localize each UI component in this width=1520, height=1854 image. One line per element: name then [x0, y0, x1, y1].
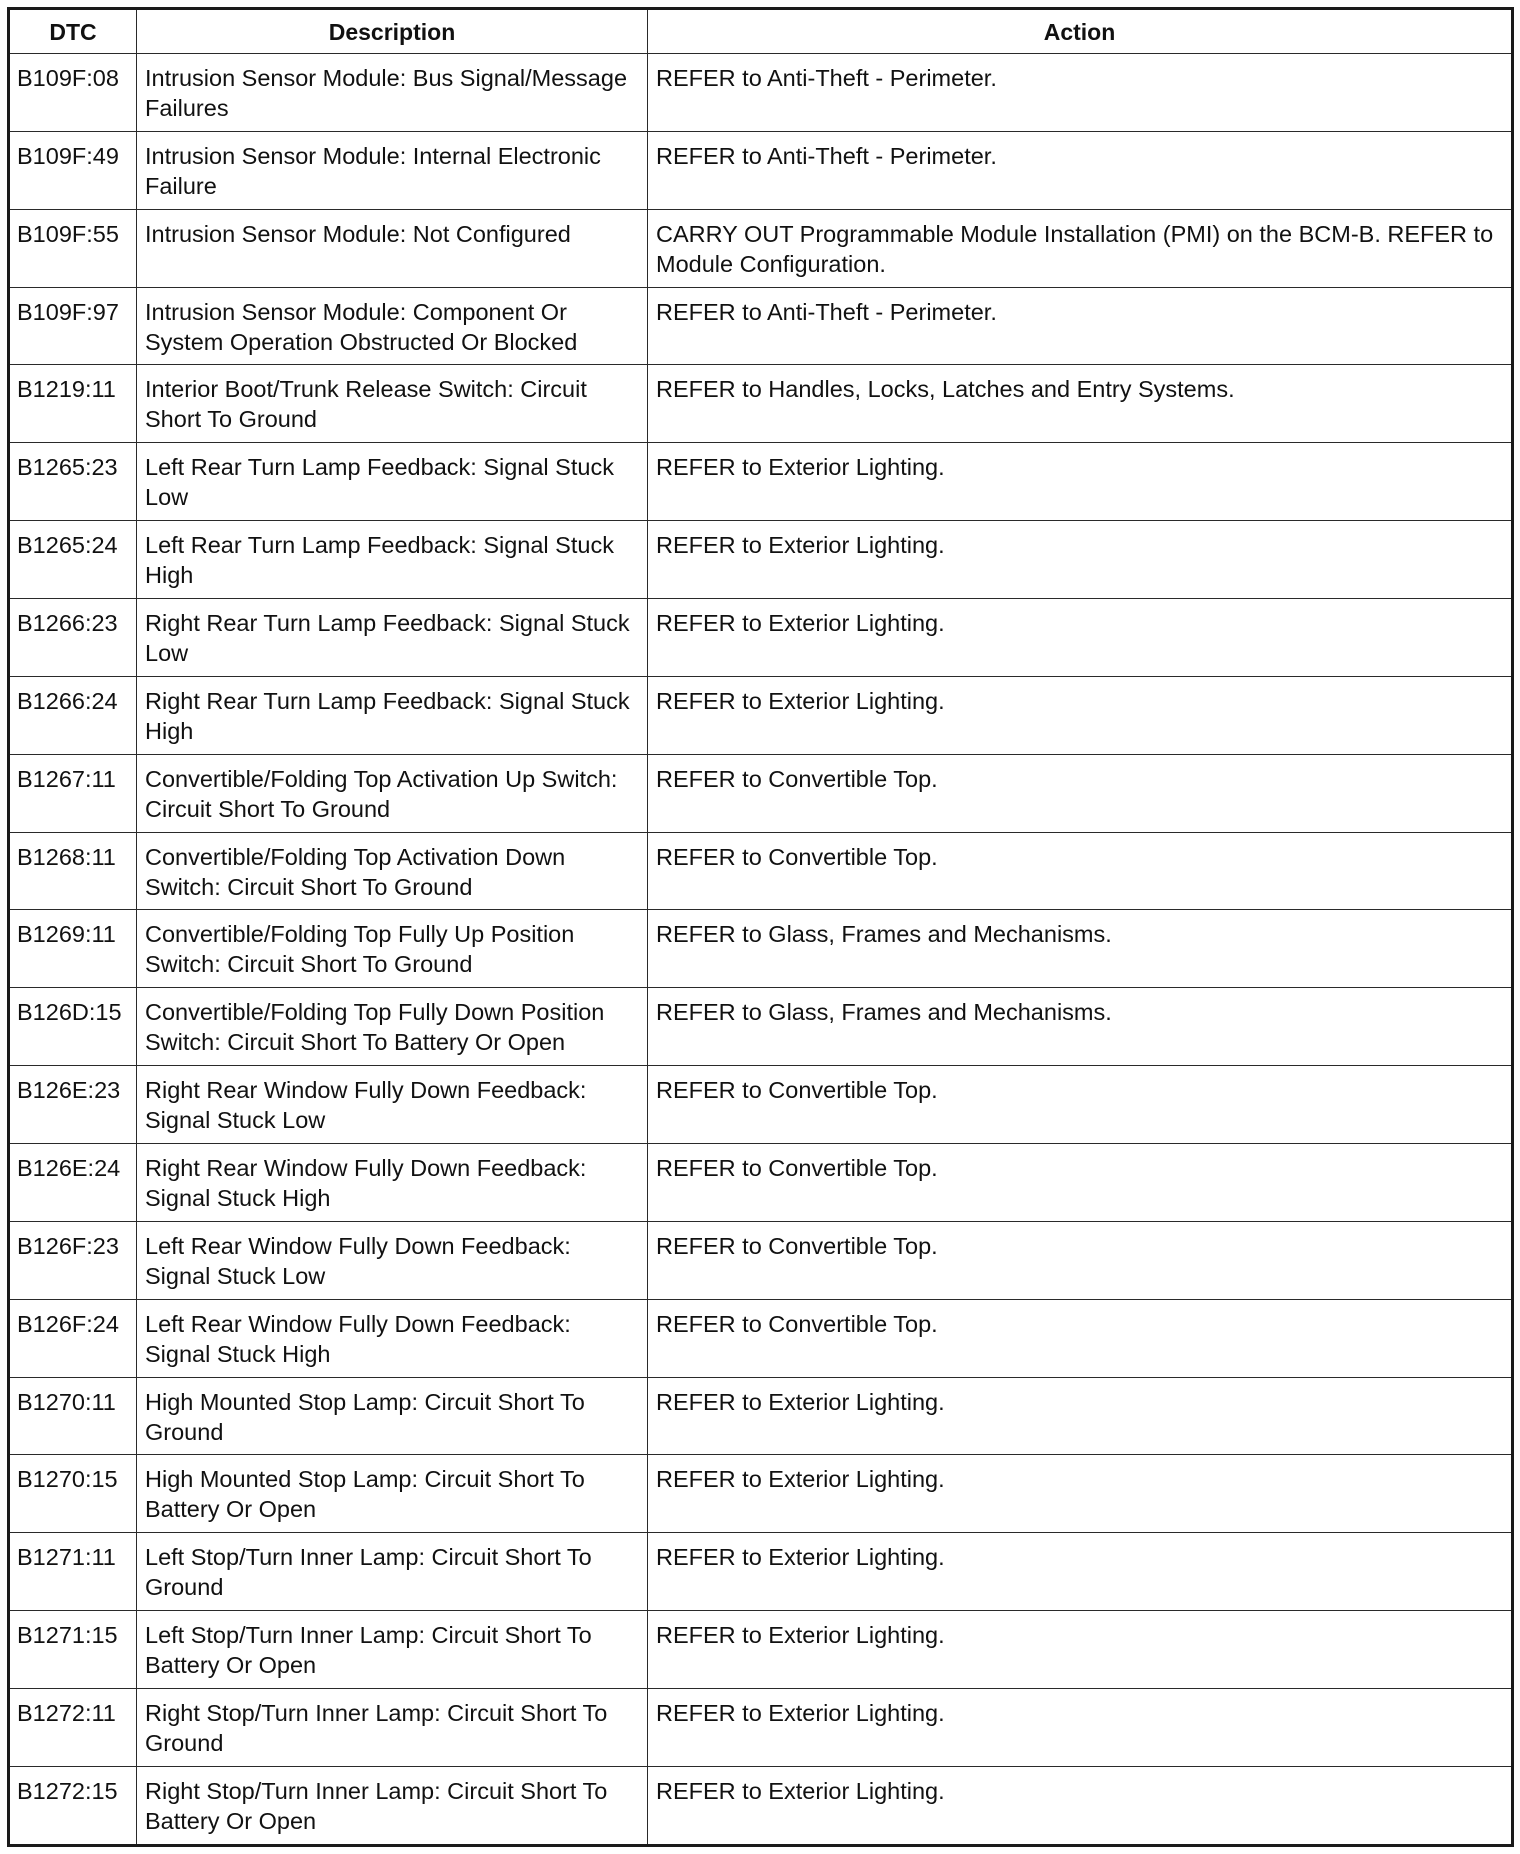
- description-cell: Left Rear Window Fully Down Feedback: Signal Stuck Low: [137, 1221, 648, 1299]
- action-cell: REFER to Exterior Lighting.: [648, 1455, 1513, 1533]
- dtc-code-cell: B1219:11: [9, 365, 137, 443]
- description-cell: High Mounted Stop Lamp: Circuit Short To Battery Or Open: [137, 1455, 648, 1533]
- table-header-row: [9, 9, 1513, 54]
- dtc-code-cell: B1268:11: [9, 832, 137, 910]
- action-cell: REFER to Convertible Top.: [648, 1066, 1513, 1144]
- description-cell: Interior Boot/Trunk Release Switch: Circuit Short To Ground: [137, 365, 648, 443]
- dtc-code-cell: B1270:15: [9, 1455, 137, 1533]
- description-cell: Left Rear Turn Lamp Feedback: Signal Stuck High: [137, 521, 648, 599]
- action-cell: REFER to Exterior Lighting.: [648, 676, 1513, 754]
- table-row: [9, 1533, 1513, 1611]
- description-cell: Right Rear Window Fully Down Feedback: Signal Stuck Low: [137, 1066, 648, 1144]
- table-row: [9, 988, 1513, 1066]
- description-cell: Left Stop/Turn Inner Lamp: Circuit Short To Ground: [137, 1533, 648, 1611]
- description-cell: Left Rear Turn Lamp Feedback: Signal Stuck Low: [137, 443, 648, 521]
- table-row: [9, 754, 1513, 832]
- table-row: [9, 832, 1513, 910]
- dtc-code-cell: B109F:08: [9, 54, 137, 132]
- description-cell: Convertible/Folding Top Fully Up Position Switch: Circuit Short To Ground: [137, 910, 648, 988]
- description-cell: High Mounted Stop Lamp: Circuit Short To Ground: [137, 1377, 648, 1455]
- table-row: [9, 521, 1513, 599]
- description-cell: Right Rear Turn Lamp Feedback: Signal Stuck High: [137, 676, 648, 754]
- dtc-code-cell: B1270:11: [9, 1377, 137, 1455]
- table-row: [9, 287, 1513, 365]
- action-cell: REFER to Convertible Top.: [648, 832, 1513, 910]
- action-cell: REFER to Handles, Locks, Latches and Entry Systems.: [648, 365, 1513, 443]
- table-row: [9, 1689, 1513, 1767]
- action-cell: REFER to Glass, Frames and Mechanisms.: [648, 910, 1513, 988]
- action-cell: REFER to Glass, Frames and Mechanisms.: [648, 988, 1513, 1066]
- table-row: [9, 676, 1513, 754]
- dtc-code-cell: B1266:24: [9, 676, 137, 754]
- action-cell: REFER to Convertible Top.: [648, 1144, 1513, 1222]
- table-row: [9, 1766, 1513, 1845]
- action-cell: REFER to Exterior Lighting.: [648, 1689, 1513, 1767]
- table-row: [9, 365, 1513, 443]
- table-row: [9, 1611, 1513, 1689]
- dtc-code-cell: B1267:11: [9, 754, 137, 832]
- description-cell: Intrusion Sensor Module: Bus Signal/Message Failures: [137, 54, 648, 132]
- table-row: [9, 1455, 1513, 1533]
- dtc-code-cell: B1272:11: [9, 1689, 137, 1767]
- description-cell: Convertible/Folding Top Fully Down Position Switch: Circuit Short To Battery Or Open: [137, 988, 648, 1066]
- action-cell: REFER to Anti-Theft - Perimeter.: [648, 131, 1513, 209]
- action-cell: REFER to Anti-Theft - Perimeter.: [648, 54, 1513, 132]
- action-cell: REFER to Exterior Lighting.: [648, 1533, 1513, 1611]
- column-header-dtc: DTC: [9, 9, 137, 54]
- action-cell: CARRY OUT Programmable Module Installation (PMI) on the BCM-B. REFER to Module Configuration.: [648, 209, 1513, 287]
- table-row: [9, 131, 1513, 209]
- table-row: [9, 1066, 1513, 1144]
- table-row: [9, 1144, 1513, 1222]
- dtc-code-cell: B1269:11: [9, 910, 137, 988]
- description-cell: Right Stop/Turn Inner Lamp: Circuit Short To Ground: [137, 1689, 648, 1767]
- table-row: [9, 209, 1513, 287]
- dtc-code-cell: B109F:49: [9, 131, 137, 209]
- table-row: [9, 443, 1513, 521]
- table-row: [9, 599, 1513, 677]
- description-cell: Right Rear Window Fully Down Feedback: Signal Stuck High: [137, 1144, 648, 1222]
- table-row: [9, 910, 1513, 988]
- description-cell: Intrusion Sensor Module: Component Or System Operation Obstructed Or Blocked: [137, 287, 648, 365]
- description-cell: Left Stop/Turn Inner Lamp: Circuit Short To Battery Or Open: [137, 1611, 648, 1689]
- action-cell: REFER to Exterior Lighting.: [648, 1377, 1513, 1455]
- dtc-code-cell: B126E:24: [9, 1144, 137, 1222]
- dtc-code-cell: B126F:23: [9, 1221, 137, 1299]
- dtc-code-cell: B1266:23: [9, 599, 137, 677]
- action-cell: REFER to Anti-Theft - Perimeter.: [648, 287, 1513, 365]
- action-cell: REFER to Exterior Lighting.: [648, 443, 1513, 521]
- description-cell: Convertible/Folding Top Activation Down Switch: Circuit Short To Ground: [137, 832, 648, 910]
- column-header-action: Action: [648, 9, 1513, 54]
- dtc-code-cell: B1265:24: [9, 521, 137, 599]
- table-row: [9, 1221, 1513, 1299]
- description-cell: Intrusion Sensor Module: Not Configured: [137, 209, 648, 287]
- dtc-code-cell: B1265:23: [9, 443, 137, 521]
- dtc-table: [7, 7, 1514, 1847]
- table-row: [9, 1299, 1513, 1377]
- action-cell: REFER to Exterior Lighting.: [648, 1611, 1513, 1689]
- action-cell: REFER to Convertible Top.: [648, 1221, 1513, 1299]
- action-cell: REFER to Exterior Lighting.: [648, 599, 1513, 677]
- dtc-code-cell: B1272:15: [9, 1766, 137, 1845]
- dtc-code-cell: B109F:55: [9, 209, 137, 287]
- table-row: [9, 54, 1513, 132]
- dtc-code-cell: B109F:97: [9, 287, 137, 365]
- action-cell: REFER to Exterior Lighting.: [648, 1766, 1513, 1845]
- action-cell: REFER to Convertible Top.: [648, 754, 1513, 832]
- dtc-code-cell: B126D:15: [9, 988, 137, 1066]
- action-cell: REFER to Exterior Lighting.: [648, 521, 1513, 599]
- action-cell: REFER to Convertible Top.: [648, 1299, 1513, 1377]
- column-header-description: Description: [137, 9, 648, 54]
- table-row: [9, 1377, 1513, 1455]
- description-cell: Left Rear Window Fully Down Feedback: Signal Stuck High: [137, 1299, 648, 1377]
- dtc-code-cell: B126F:24: [9, 1299, 137, 1377]
- description-cell: Right Rear Turn Lamp Feedback: Signal Stuck Low: [137, 599, 648, 677]
- description-cell: Intrusion Sensor Module: Internal Electronic Failure: [137, 131, 648, 209]
- description-cell: Convertible/Folding Top Activation Up Switch: Circuit Short To Ground: [137, 754, 648, 832]
- description-cell: Right Stop/Turn Inner Lamp: Circuit Short To Battery Or Open: [137, 1766, 648, 1845]
- dtc-code-cell: B1271:11: [9, 1533, 137, 1611]
- dtc-code-cell: B1271:15: [9, 1611, 137, 1689]
- dtc-code-cell: B126E:23: [9, 1066, 137, 1144]
